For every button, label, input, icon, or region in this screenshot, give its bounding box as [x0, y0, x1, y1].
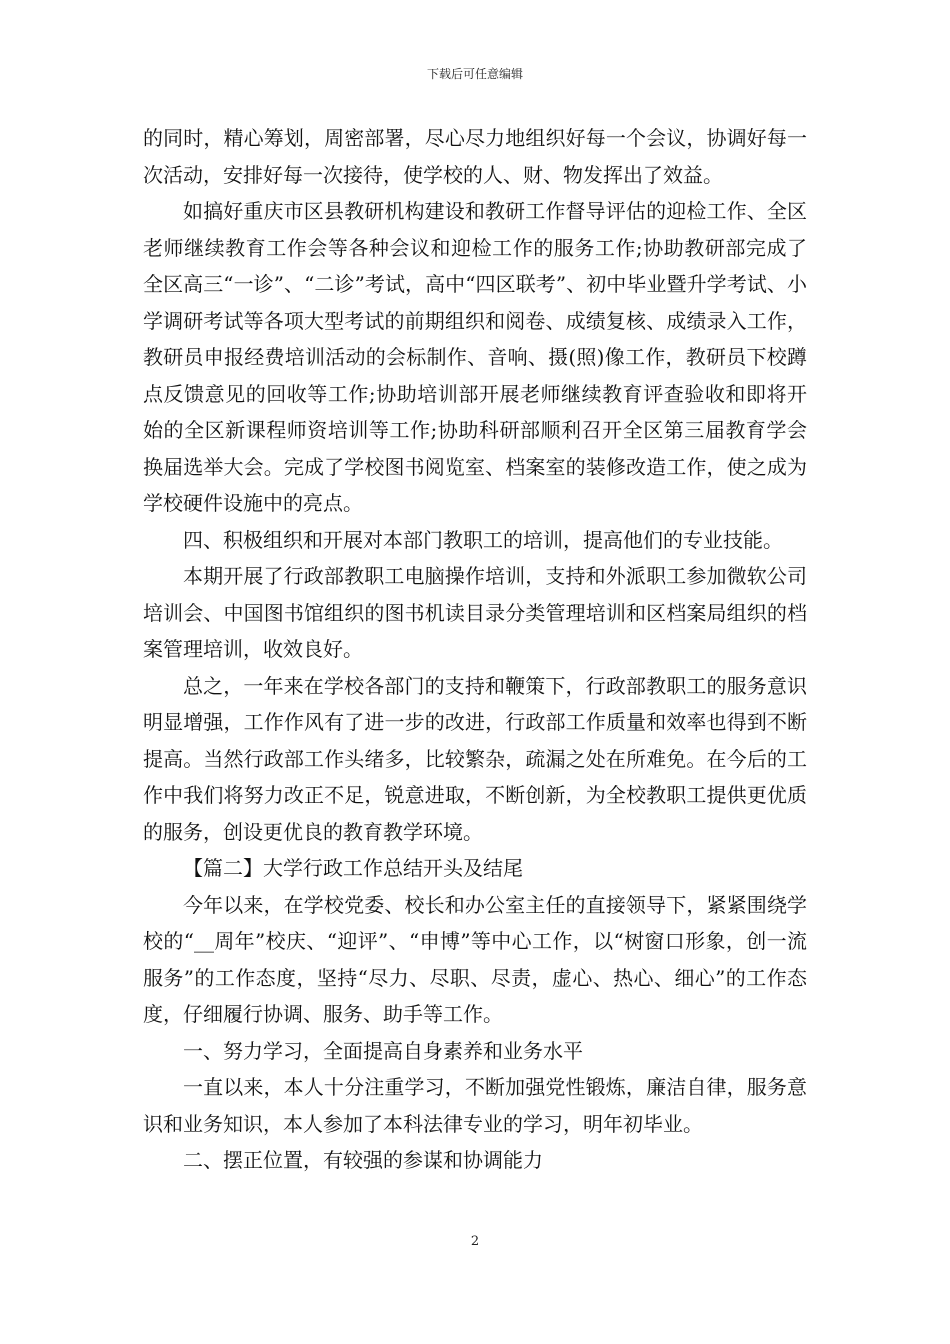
document-body [143, 120, 807, 1179]
paragraph-introduction: 今年以来，在学校党委、校长和办公室主任的直接领导下，紧紧围绕学校的“__周年”校庆、“迎评”、“申博”等中心工作，以“树窗口形象，创一流服务”的工作态度，坚持“尽力、尽职、尽责，虚心、热心、细心”的工作态度，仔细履行协调、服务、助手等工作。 [143, 892, 807, 1026]
paragraph-training: 本期开展了行政部教职工电脑操作培训，支持和外派职工参加微软公司培训会、中国图书馆组织的图书机读目录分类管理培训和区档案局组织的档案管理培训，收效良好。 [143, 564, 807, 661]
section-heading-coordination: 二、摆正位置，有较强的参谋和协调能力 [183, 1148, 543, 1172]
paragraph-conclusion: 总之，一年来在学校各部门的支持和鞭策下，行政部教职工的服务意识明显增强，工作作风有了进一步的改进，行政部工作质量和效率也得到不断提高。当然行政部工作头绪多，比较繁杂，疏漏之处在所难免。在今后的工作中我们将努力改正不足，锐意进取，不断创新，为全校教职工提供更优质的服务，创设更优良的教育教学环境。 [143, 673, 807, 844]
paragraph-study: 一直以来，本人十分注重学习，不断加强党性锻炼，廉洁自律，服务意识和业务知识，本人参加了本科法律专业的学习，明年初毕业。 [143, 1075, 807, 1136]
paragraph-continuation: 的同时，精心筹划，周密部署，尽心尽力地组织好每一个会议，协调好每一次活动，安排好每一次接待，使学校的人、财、物发挥出了效益。 [143, 126, 807, 187]
paragraph-service-work: 如搞好重庆市区县教研机构建设和教研工作督导评估的迎检工作、全区老师继续教育工作会等各种会议和迎检工作的服务工作;协助教研部完成了全区高三“一诊”、“二诊”考试，高中“四区联考”、初中毕业暨升学考试、小学调研考试等各项大型考试的前期组织和阅卷、成绩复核、成绩录入工作，教研员申报经费培训活动的会标制作、音响、摄(照)像工作，教研员下校蹲点反馈意见的回收等工作;协助培训部开展老师继续教育评查验收和即将开始的全区新课程师资培训等工作;协助科研部顺利召开全区第三届教育学会换届选举大会。完成了学校图书阅览室、档案室的装修改造工作，使之成为学校硬件设施中的亮点。 [143, 199, 807, 515]
section-heading-study: 一、努力学习，全面提高自身素养和业务水平 [183, 1038, 583, 1063]
section-heading-training: 四、积极组织和开展对本部门教职工的培训，提高他们的专业技能。 [183, 527, 783, 552]
page-header: 下载后可任意编辑 [426, 67, 523, 81]
article-title-part-two: 【篇二】大学行政工作总结开头及结尾 [183, 856, 523, 880]
page-number: 2 [470, 1234, 480, 1249]
